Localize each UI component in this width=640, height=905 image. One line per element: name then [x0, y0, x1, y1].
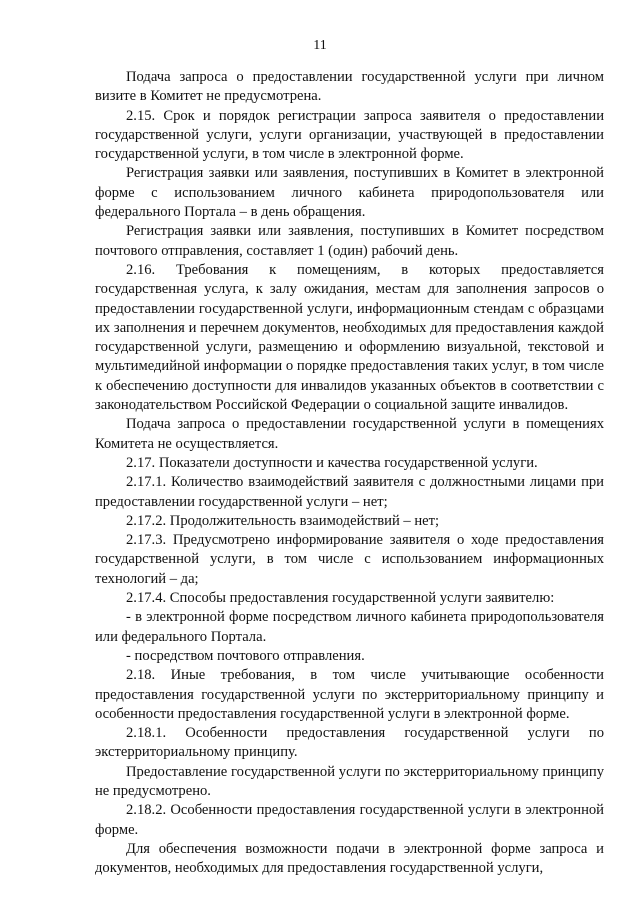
paragraph-2-18-1: 2.18.1. Особенности предоставления государственной услуги по экстерриториальному принципу. — [95, 725, 604, 761]
paragraph-2-17-2: 2.17.2. Продолжительность взаимодействий – нет; — [126, 512, 440, 529]
list-item-electronic: - в электронной форме посредством личного кабинета природопользователя или федерального Портала. — [95, 609, 604, 645]
document-body — [95, 68, 604, 878]
paragraph-2-18-2: 2.18.2. Особенности предоставления государственной услуги в электронной форме. — [95, 802, 604, 838]
page-number: 11 — [313, 38, 327, 53]
paragraph-no-personal-visit: Подача запроса о предоставлении государственной услуги при личном визите в Комитет не предусмотрена. — [95, 69, 604, 105]
paragraph-2-15: 2.15. Срок и порядок регистрации запроса заявителя о предоставлении государственной услуги, услуги организации, участвующей в предоставлении государственной услуги, в том числе в электронной форме. — [95, 107, 604, 163]
paragraph-2-17: 2.17. Показатели доступности и качества государственной услуги. — [126, 454, 538, 471]
paragraph-2-17-1: 2.17.1. Количество взаимодействий заявителя с должностными лицами при предоставлении государственной услуги – нет; — [95, 474, 604, 510]
paragraph-registration-postal: Регистрация заявки или заявления, поступивших в Комитет посредством почтового отправления, составляет 1 (один) рабочий день. — [95, 223, 604, 259]
paragraph-2-18: 2.18. Иные требования, в том числе учитывающие особенности предоставления государственной услуги по экстерриториальному принципу и особенности предоставления государственной услуги в электронной форме. — [95, 667, 604, 722]
paragraph-2-17-3: 2.17.3. Предусмотрено информирование заявителя о ходе предоставления государственной услуги, в том числе с использованием информационных технологий – да; — [95, 532, 604, 587]
list-item-postal: - посредством почтового отправления. — [126, 647, 365, 664]
paragraph-extraterritorial: Предоставление государственной услуги по экстерриториальному принципу не предусмотрено. — [95, 763, 604, 799]
paragraph-electronic-submission: Для обеспечения возможности подачи в электронной форме запроса и документов, необходимых для предоставления государственной услуги, — [95, 840, 604, 877]
paragraph-2-17-4: 2.17.4. Способы предоставления государственной услуги заявителю: — [126, 590, 555, 607]
paragraph-no-premises-submission: Подача запроса о предоставлении государственной услуги в помещениях Комитета не осуществляется. — [95, 416, 604, 452]
paragraph-registration-electronic: Регистрация заявки или заявления, поступивших в Комитет в электронной форме с использованием личного кабинета природопользователя или федерального Портала – в день обращения. — [95, 165, 604, 221]
paragraph-2-16: 2.16. Требования к помещениям, в которых предоставляется государственная услуга, к залу ожидания, местам для заполнения запросов о предоставлении государственной услуги, информационным стендам с образцами их заполнения и перечнем документов, необходимых для предоставления каждой государственной услуги, размещению и оформлению визуальной, текстовой и мультимедийной информации о порядке предоставления таких услуг, в том числе к обеспечению доступности для инвалидов указанных объектов в соответствии с законодательством Российской Федерации о социальной защите инвалидов. — [95, 261, 604, 414]
